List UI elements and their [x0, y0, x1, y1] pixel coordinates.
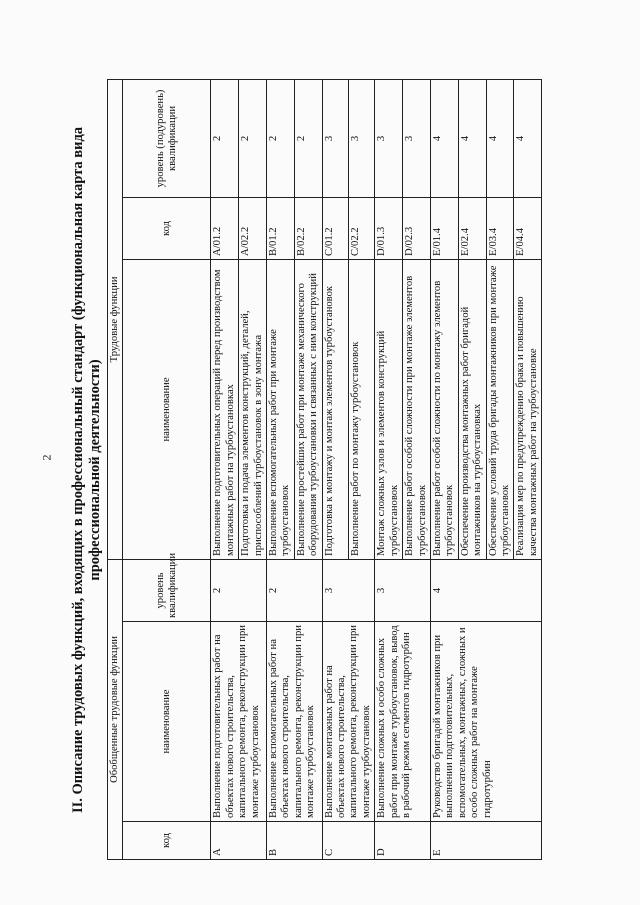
labor-function-code: E/03.4: [486, 197, 514, 259]
labor-function-level: 4: [486, 79, 514, 197]
labor-function-code: A/02.2: [239, 197, 267, 259]
labor-function-code: C/01.2: [322, 197, 348, 259]
labor-function-name: Выполнение работ особой сложности по монтажу элементов турбоустановок: [430, 259, 458, 559]
labor-function-code: D/02.3: [403, 197, 431, 259]
labor-function-code: E/04.4: [514, 197, 542, 259]
header-code: код: [123, 822, 211, 860]
labor-function-code: B/01.2: [267, 197, 295, 259]
labor-function-level: 3: [403, 79, 431, 197]
generalized-function-level: 2: [211, 559, 267, 621]
labor-function-level: 2: [267, 79, 295, 197]
labor-function-code: E/01.4: [430, 197, 458, 259]
header-function-code: код: [123, 197, 211, 259]
generalized-function-code: E: [430, 822, 541, 860]
labor-function-level: 4: [430, 79, 458, 197]
generalized-function-level: 4: [430, 559, 541, 621]
table-row: [267, 79, 295, 859]
generalized-function-code: D: [375, 822, 431, 860]
labor-function-level: 3: [375, 79, 403, 197]
labor-function-level: 3: [322, 79, 348, 197]
labor-function-level: 4: [514, 79, 542, 197]
labor-function-level: 2: [211, 79, 239, 197]
generalized-function-level: 3: [322, 559, 375, 621]
labor-function-name: Выполнение подготовительных операций перед производством монтажных работ на турбоустановках: [211, 259, 239, 559]
labor-function-level: 3: [348, 79, 374, 197]
generalized-function-name: Выполнение вспомогательных работ на объектах нового строительства, капитального ремонта, реконструкции при монтаже турбоустановок: [267, 622, 323, 822]
header-function-level: уровень (подуровень) квалификации: [123, 79, 211, 197]
header-function-name: наименование: [123, 259, 211, 559]
header-labor: Трудовые функции: [108, 79, 123, 559]
labor-function-level: 2: [294, 79, 322, 197]
generalized-function-name: Выполнение монтажных работ на объектах нового строительства, капитального ремонта, реконструкции при монтаже турбоустановок: [322, 622, 375, 822]
labor-function-name: Подготовка к монтажу и монтаж элементов турбоустановок: [322, 259, 348, 559]
generalized-function-code: C: [322, 822, 375, 860]
functions-table: [107, 79, 542, 860]
table-row: [211, 79, 239, 859]
generalized-function-level: 2: [267, 559, 323, 621]
generalized-function-name: Выполнение сложных и особо сложных работ при монтаже турбоустановок, вывод в рабочий режим сегментов гидротурбин: [375, 622, 431, 822]
generalized-function-code: B: [267, 822, 323, 860]
labor-function-name: Монтаж сложных узлов и элементов конструкций турбоустановок: [375, 259, 403, 559]
labor-function-name: Выполнение работ особой сложности при монтаже элементов турбоустановок: [403, 259, 431, 559]
labor-function-code: B/02.2: [294, 197, 322, 259]
header-level: уровень квалификации: [123, 559, 211, 621]
labor-function-code: D/01.3: [375, 197, 403, 259]
labor-function-name: Подготовка и подача элементов конструкций, деталей, приспособлений турбоустановок в зону монтажа: [239, 259, 267, 559]
page-number: 2: [39, 454, 54, 461]
generalized-function-level: 3: [375, 559, 431, 621]
table-row: [375, 79, 403, 859]
labor-function-name: Выполнение простейших работ при монтаже механического оборудования турбоустановки и связанных с ним конструкций: [294, 259, 322, 559]
table-body: [211, 79, 542, 859]
section-title: [70, 80, 104, 860]
labor-function-name: Выполнение работ по монтажу турбоустановок: [348, 259, 374, 559]
labor-function-code: A/01.2: [211, 197, 239, 259]
labor-function-name: Выполнение вспомогательных работ при монтаже турбоустановок: [267, 259, 295, 559]
title-line-2: профессиональной деятельности): [87, 359, 103, 581]
labor-function-name: Реализация мер по предупреждению брака и повышению качества монтажных работ на турбоустановке: [514, 259, 542, 559]
labor-function-code: C/02.2: [348, 197, 374, 259]
header-name: наименование: [123, 622, 211, 822]
title-line-1: II. Описание трудовых функций, входящих в профессиональный стандарт (функциональная карта вида: [70, 126, 86, 814]
generalized-function-name: Руководство бригадой монтажников при выполнении подготовительных, вспомогательных, монтажных, сложных и особо сложных работ на монтаже гидротурбин: [430, 622, 541, 822]
rotated-content: [70, 80, 585, 860]
labor-function-code: E/02.4: [458, 197, 486, 259]
labor-function-level: 4: [458, 79, 486, 197]
generalized-function-name: Выполнение подготовительных работ на объектах нового строительства, капитального ремонта, реконструкции при монтаже турбоустановок: [211, 622, 267, 822]
labor-function-name: Обеспечение производства монтажных работ бригадой монтажников на турбоустановках: [458, 259, 486, 559]
labor-function-level: 2: [239, 79, 267, 197]
table-row: [430, 79, 458, 859]
labor-function-name: Обеспечение условий труда бригады монтажников при монтаже турбоустановок: [486, 259, 514, 559]
table-row: [322, 79, 348, 859]
generalized-function-code: A: [211, 822, 267, 860]
header-generalized: Обобщенные трудовые функции: [108, 559, 123, 859]
